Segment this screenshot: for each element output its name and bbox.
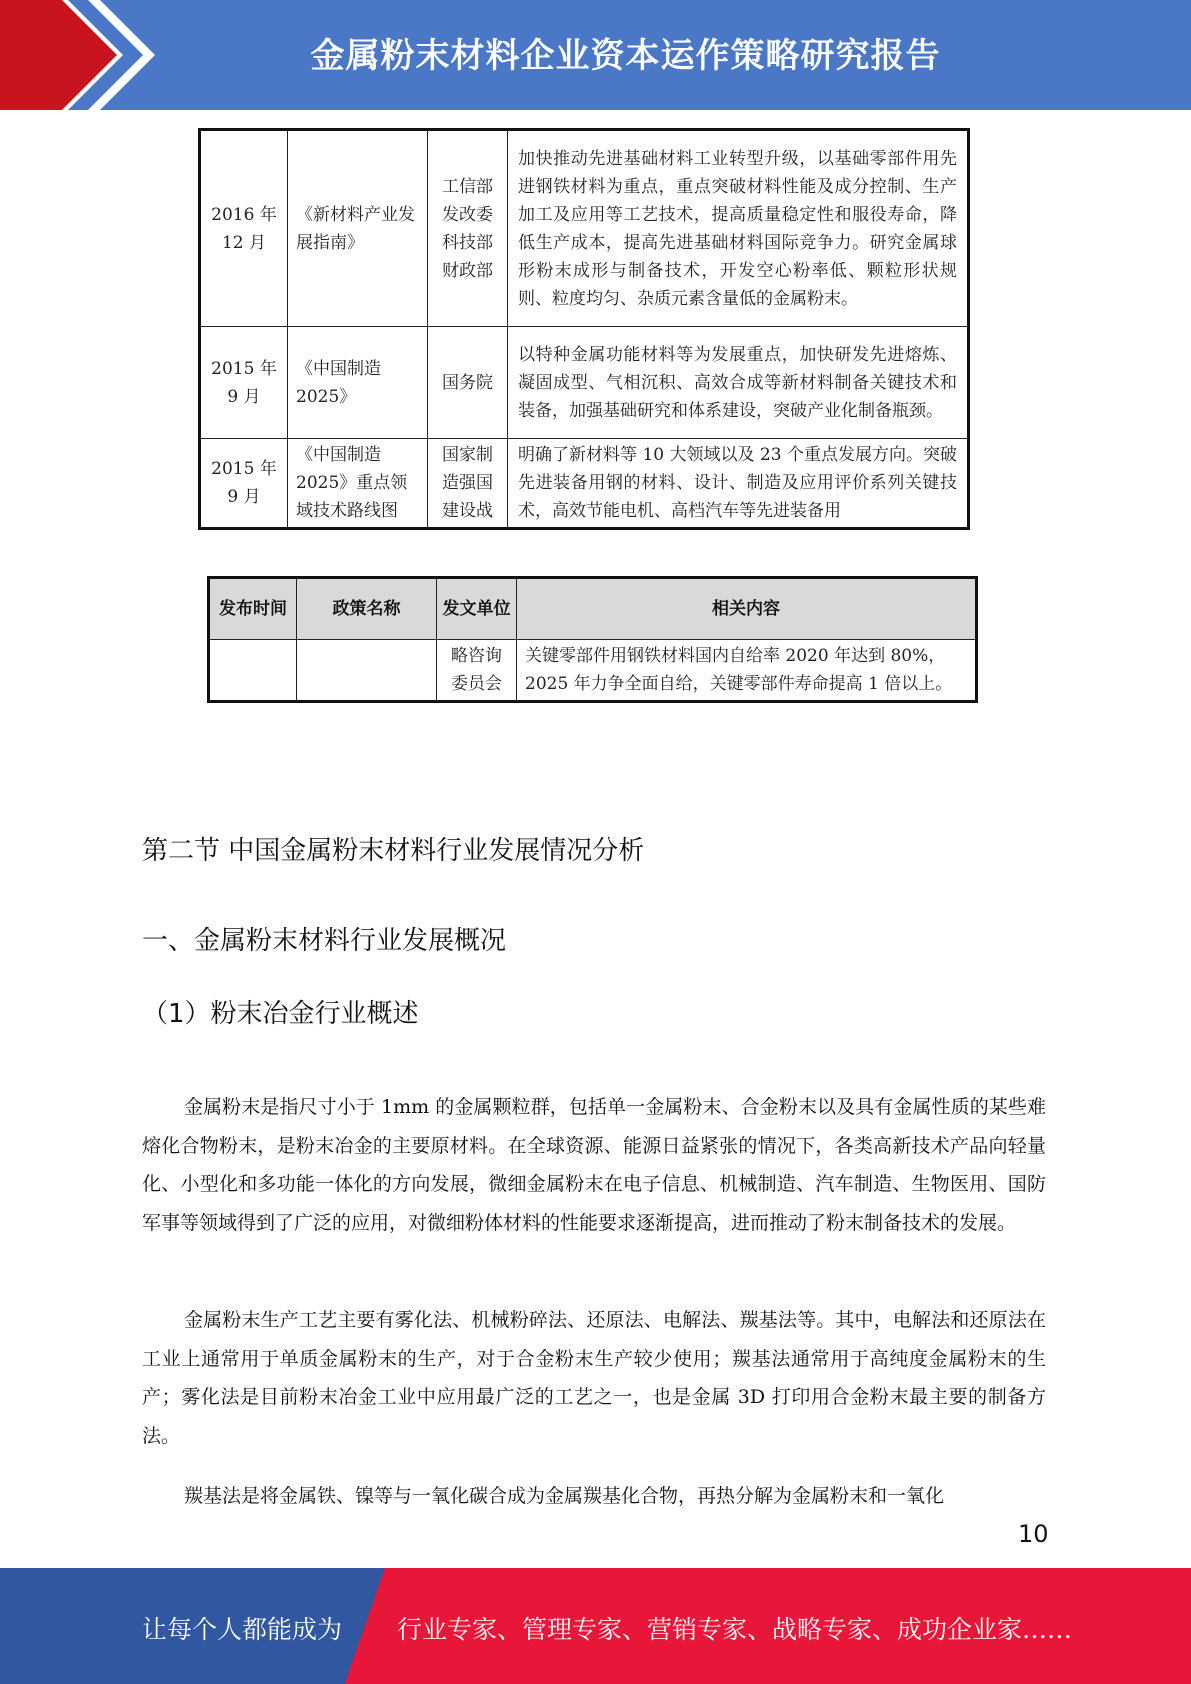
footer-slogan-right: 行业专家、管理专家、营销专家、战略专家、成功企业家…… [397, 1615, 1073, 1644]
paragraph: 金属粉末是指尺寸小于 1mm 的金属颗粒群，包括单一金属粉末、合金粉末以及具有金属性质的某些难熔化合物粉末，是粉末冶金的主要原材料。在全球资源、能源日益紧张的情况下，各类高新技术产品向轻量化、小型化和多功能一体化的方向发展，微细金属粉末在电子信息、机械制造、汽车制造、生物医用、国防军事等领域得到了广泛的应用，对微细粉体材料的性能要求逐渐提高，进而推动了粉末制备技术的发展。 [142, 1096, 1046, 1234]
table-row [200, 327, 969, 439]
page-number: 10 [1018, 1520, 1049, 1548]
footer-banner [0, 1568, 1191, 1684]
cell-content: 以特种金属功能材料等为发展重点，加快研发先进熔炼、凝固成型、气相沉积、高效合成等新材料制备关键技术和装备，加强基础研究和体系建设，突破产业化制备瓶颈。 [508, 327, 969, 439]
table-row [200, 130, 969, 327]
cell-unit: 国务院 [428, 327, 508, 439]
paragraph: 羰基法是将金属铁、镍等与一氧化碳合成为金属羰基化合物，再热分解为金属粉末和一氧化 [184, 1485, 945, 1507]
table-header-row [209, 578, 977, 640]
cell-date: 2015 年 9 月 [200, 327, 288, 439]
paragraph: 金属粉末生产工艺主要有雾化法、机械粉碎法、还原法、电解法、羰基法等。其中，电解法和还原法在工业上通常用于单质金属粉末的生产，对于合金粉末生产较少使用；羰基法通常用于高纯度金属粉末的生产；雾化法是目前粉末冶金工业中应用最广泛的工艺之一，也是金属 3D 打印用合金粉末最主要的制备方法。 [142, 1309, 1046, 1447]
cell-name: 《新材料产业发展指南》 [288, 130, 428, 327]
footer-slogan-left: 让每个人都能成为 [142, 1615, 343, 1644]
section-heading: 第二节 中国金属粉末材料行业发展情况分析 [142, 836, 645, 866]
header-banner [0, 0, 1191, 110]
cell-date: 2015 年 9 月 [200, 439, 288, 529]
cell-unit: 工信部 发改委 科技部 财政部 [428, 130, 508, 327]
table-row [209, 640, 977, 702]
policy-table-continued [198, 128, 970, 530]
report-title: 金属粉末材料企业资本运作策略研究报告 [310, 36, 941, 76]
cell-content: 关键零部件用钢铁材料国内自给率 2020 年达到 80%，2025 年力争全面自给，关键零部件寿命提高 1 倍以上。 [517, 640, 977, 702]
cell-unit: 国家制 造强国 建设战 [428, 439, 508, 529]
cell-date [209, 640, 297, 702]
cell-unit: 略咨询 委员会 [437, 640, 517, 702]
cell-name: 《中国制造 2025》 [288, 327, 428, 439]
header-unit: 发文单位 [437, 578, 517, 640]
header-name: 政策名称 [297, 578, 437, 640]
cell-content: 加快推动先进基础材料工业转型升级，以基础零部件用先进钢铁材料为重点，重点突破材料性能及成分控制、生产加工及应用等工艺技术，提高质量稳定性和服役寿命，降低生产成本，提高先进基础材料国际竞争力。研究金属球形粉末成形与制备技术，开发空心粉率低、颗粒形状规则、粒度均匀、杂质元素含量低的金属粉末。 [508, 130, 969, 327]
cell-date: 2016 年 12 月 [200, 130, 288, 327]
table-row [200, 439, 969, 529]
policy-table-header-continued [207, 576, 978, 703]
subsubsection-heading: （1）粉末冶金行业概述 [142, 999, 419, 1029]
cell-content: 明确了新材料等 10 大领域以及 23 个重点发展方向。突破先进装备用钢的材料、设计、制造及应用评价系列关键技术，高效节能电机、高档汽车等先进装备用 [508, 439, 969, 529]
cell-name: 《中国制造 2025》重点领域技术路线图 [288, 439, 428, 529]
header-content: 相关内容 [517, 578, 977, 640]
header-date: 发布时间 [209, 578, 297, 640]
cell-name [297, 640, 437, 702]
subsection-heading: 一、金属粉末材料行业发展概况 [142, 926, 507, 956]
